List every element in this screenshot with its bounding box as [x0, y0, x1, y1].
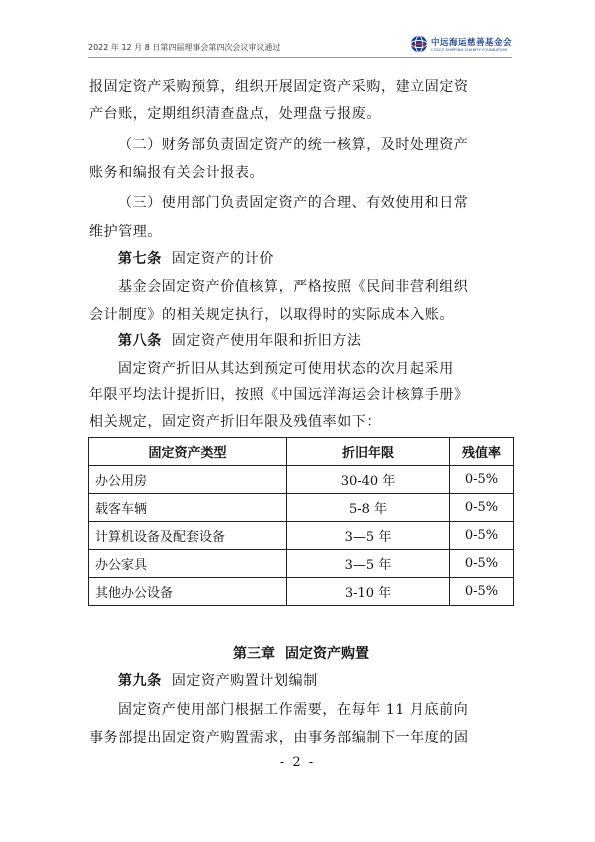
table-header-row — [89, 438, 514, 466]
globe-logo-icon — [410, 35, 428, 53]
residual-rate-cell: 0-5% — [450, 550, 514, 578]
chapter-number: 第三章 — [233, 646, 275, 662]
body-line: 固定资产使用部门根据工作需要，在每年 11 月底前向 — [118, 702, 469, 718]
body-line: 年限平均法计提折旧，按照《中国远洋海运会计核算手册》 — [89, 387, 469, 403]
column-header-residual-rate: 残值率 — [450, 438, 514, 466]
body-line: 相关规定，固定资产折旧年限及残值率如下： — [89, 414, 381, 430]
table-row — [89, 466, 514, 494]
article-label: 第九条 — [118, 673, 162, 689]
body-line: 基金会固定资产价值核算，严格按照《民间非营利组织 — [118, 279, 469, 295]
article-title: 固定资产购置计划编制 — [171, 673, 318, 689]
body-line: 维护管理。 — [89, 224, 162, 240]
body-line: 产台账，定期组织清查盘点，处理盘亏报废。 — [89, 106, 381, 122]
asset-type-cell: 计算机设备及配套设备 — [89, 522, 287, 550]
table-row — [89, 522, 514, 550]
residual-rate-cell: 0-5% — [450, 494, 514, 522]
page-header — [88, 33, 512, 58]
body-line: 固定资产折旧从其达到预定可使用状态的次月起采用 — [118, 361, 454, 377]
article-9-heading — [118, 673, 513, 690]
asset-type-cell: 其他办公设备 — [89, 578, 287, 606]
foundation-logo — [410, 33, 512, 55]
depreciation-years-cell: 5-8 年 — [287, 494, 450, 522]
article-title: 固定资产的计价 — [171, 251, 275, 267]
chapter-3-heading — [89, 646, 513, 663]
residual-rate-cell: 0-5% — [450, 578, 514, 606]
article-label: 第八条 — [118, 333, 162, 349]
article-label: 第七条 — [118, 251, 162, 267]
article-title: 固定资产使用年限和折旧方法 — [171, 333, 362, 349]
body-line: 报固定资产采购预算，组织开展固定资产采购，建立固定资 — [89, 79, 469, 95]
depreciation-years-cell: 3—5 年 — [287, 522, 450, 550]
depreciation-years-cell: 3-10 年 — [287, 578, 450, 606]
logo-chinese-name: 中远海运慈善基金会 — [430, 38, 512, 48]
asset-type-cell: 办公家具 — [89, 550, 287, 578]
asset-type-cell: 办公用房 — [89, 466, 287, 494]
article-8-heading — [118, 333, 513, 350]
logo-english-name: COSCO SHIPPING CHARITY FOUNDATION — [430, 48, 508, 52]
table-row — [89, 550, 514, 578]
chapter-title: 固定资产购置 — [285, 646, 369, 662]
body-line: 账务和编报有关会计报表。 — [89, 165, 265, 181]
body-line: （三）使用部门负责固定资产的合理、有效使用和日常 — [118, 195, 469, 211]
column-header-asset-type: 固定资产类型 — [89, 438, 287, 466]
column-header-depreciation-years: 折旧年限 — [287, 438, 450, 466]
article-7-heading — [118, 251, 513, 268]
page-number: - 2 - — [279, 755, 316, 770]
depreciation-table — [88, 437, 514, 606]
residual-rate-cell: 0-5% — [450, 466, 514, 494]
depreciation-years-cell: 30-40 年 — [287, 466, 450, 494]
depreciation-years-cell: 3—5 年 — [287, 550, 450, 578]
asset-type-cell: 载客车辆 — [89, 494, 287, 522]
approval-date-text: 2022 年 12 月 8 日第四届理事会第四次会议审议通过 — [88, 43, 281, 52]
residual-rate-cell: 0-5% — [450, 522, 514, 550]
body-line: 事务部提出固定资产购置需求，由事务部编制下一年度的固 — [89, 730, 469, 746]
table-row — [89, 578, 514, 606]
body-line: 会计制度》的相关规定执行，以取得时的实际成本入账。 — [89, 307, 454, 323]
body-line: （二）财务部负责固定资产的统一核算，及时处理资产 — [118, 137, 469, 153]
table-row — [89, 494, 514, 522]
